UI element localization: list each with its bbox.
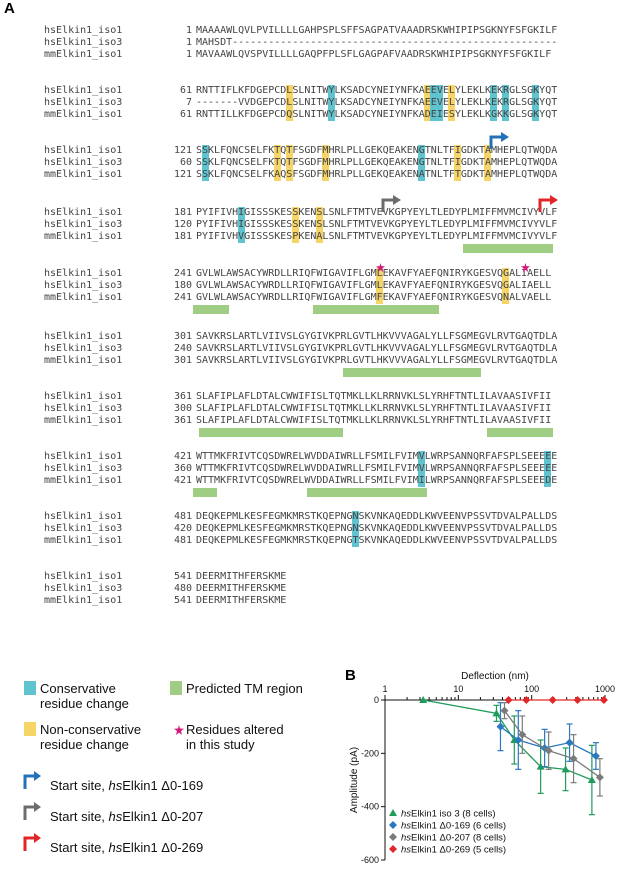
- alignment-row: [0, 292, 617, 304]
- legend-start1-label: [50, 778, 203, 793]
- data-point: [566, 739, 574, 747]
- sequence-name: mmElkin1_iso1: [44, 355, 123, 366]
- sequence-name: hsElkin1_iso1: [44, 571, 123, 582]
- legend-start3-prefix: Start site,: [50, 840, 109, 855]
- legend-start3-italic: hs: [108, 840, 123, 855]
- legend-conservative-swatch: [24, 681, 36, 695]
- legend-entry-italic: hs: [401, 844, 412, 856]
- sequence-text: SSKLFQNCSELFKTQTFSGDFMHRLPLLGEKQEAKENGTNLTFIGDKTAMHEPLQTWQDA: [196, 157, 558, 168]
- alignment-row: [0, 415, 617, 427]
- alignment-row: [0, 355, 617, 367]
- y-tick-label: -600: [360, 855, 379, 865]
- tm-region-bar: [463, 244, 553, 253]
- alignment-row: [0, 25, 617, 37]
- blue-start-arrow-icon: [22, 770, 42, 790]
- sequence-name: hsElkin1_iso1: [44, 207, 123, 218]
- tm-region-bar: [193, 305, 229, 314]
- legend-entry: [401, 833, 506, 844]
- legend-start2-label: [50, 809, 203, 824]
- alignment-row: [0, 109, 617, 121]
- star-icon: [376, 263, 385, 272]
- tm-region-bar: [199, 428, 343, 437]
- residue-number: 301: [173, 331, 192, 342]
- residue-number: 1: [185, 37, 192, 48]
- sequence-text: WTTMKFRIVTCQSDWRELWVDDAIWRLLFSMILFVIMVLWRPSANNQRFAFSPLSEEEEE: [196, 463, 558, 474]
- residue-number: 61: [179, 109, 192, 120]
- residue-number: 121: [173, 169, 192, 180]
- legend-noncons-line2: residue change: [40, 737, 129, 752]
- sequence-text: MAVAAWLQVSPVILLLLGAQPFPLSFLGAGPAFVAADRSKWHIPIPSGKNYFSFGKILF: [196, 49, 552, 60]
- sequence-name: hsElkin1_iso3: [44, 343, 123, 354]
- sequence-name: hsElkin1_iso3: [44, 157, 123, 168]
- sequence-name: hsElkin1_iso3: [44, 37, 123, 48]
- sequence-name: mmElkin1_iso1: [44, 109, 123, 120]
- residue-number: 181: [173, 231, 192, 242]
- residue-number: 1: [185, 49, 192, 60]
- sequence-text: DEQKEPMLKESFEGMKMRSTKQEPNGTSKVNKAQEDDLKWVEENVPSSVTDVALPALLDS: [196, 535, 558, 546]
- legend-residues-label: [186, 722, 284, 752]
- legend-entry: [401, 809, 496, 820]
- legend-residues-line1: Residues altered: [186, 722, 284, 737]
- legend-entry-rest: Elkin1 iso 3 (8 cells): [411, 808, 496, 820]
- sequence-text: GVLWLAWSACYWRDLLRIQFWIGAVIFLGMLEKAVFYAEFQNIRYKGESVQGALIAELL: [196, 268, 552, 279]
- alignment-row: [0, 231, 617, 243]
- sequence-name: hsElkin1_iso1: [44, 331, 123, 342]
- alignment-row: [0, 49, 617, 61]
- alignment-row: [0, 451, 617, 463]
- sequence-text: DEERMITHFERSKME: [196, 571, 287, 582]
- alignment-row: [0, 219, 617, 231]
- sequence-text: SAVKRSLARTLVIIVSLGYGIVKPRLGVTLHKVVVAGALYLLFSGMEGVLRVTGAQTDLA: [196, 343, 558, 354]
- sequence-name: mmElkin1_iso1: [44, 49, 123, 60]
- data-point: [600, 696, 608, 704]
- legend-entry: [401, 845, 506, 856]
- sequence-text: PYIFIVHVGISSSKESPKENALSNLFTMTVEVKGPYEYLTLEDYPLMIFFMVMCIVYVLF: [196, 231, 558, 242]
- sequence-text: MAHSDT------------------------------------------------------: [196, 37, 558, 48]
- legend-noncons-swatch: [24, 722, 36, 736]
- sequence-name: mmElkin1_iso1: [44, 595, 123, 606]
- legend-marker: [389, 821, 397, 829]
- sequence-name: hsElkin1_iso1: [44, 391, 123, 402]
- legend-start1-prefix: Start site,: [50, 778, 109, 793]
- sequence-name: hsElkin1_iso3: [44, 280, 123, 291]
- residue-number: 301: [173, 355, 192, 366]
- sequence-text: SAVKRSLARTLVIIVSLGYGIVKPRLGVTLHKVVVAGALYLLFSGMEGVLRVTGAQTDLA: [196, 331, 558, 342]
- sequence-text: SLAFIPLAFLDTALCWWIFISLTQTMKLLKLRRNVKLSLYRHFTNTLILAVAASIVFII: [196, 403, 552, 414]
- alignment-row: [0, 145, 617, 157]
- alignment-row: [0, 475, 617, 487]
- alignment-row: [0, 37, 617, 49]
- residue-number: 420: [173, 523, 192, 534]
- data-point: [574, 696, 582, 704]
- legend-entry-italic: hs: [401, 820, 412, 832]
- residue-number: 241: [173, 268, 192, 279]
- alignment-row: [0, 97, 617, 109]
- y-tick-label: -400: [360, 801, 379, 812]
- legend-entry-italic: hs: [401, 808, 412, 820]
- legend-start2-rest: Elkin1 Δ0-207: [122, 809, 204, 824]
- sequence-text: -------VVDGEPCDLSLNITWYLKSADCYNEIYNFKAEEVELYLEKLKEKRGLSGKYQT: [196, 97, 558, 108]
- residue-number: 541: [173, 571, 192, 582]
- sequence-text: MAAAAWLQVLPVILLLLGAHPSPLSFFSAGPATVAAADRSKWHIPIPSGKNYFSFGKILF: [196, 25, 558, 36]
- red-start-arrow-icon: [22, 832, 42, 852]
- legend-conservative-label: [40, 681, 129, 711]
- sequence-text: DEERMITHFERSKME: [196, 595, 287, 606]
- sequence-name: hsElkin1_iso1: [44, 85, 123, 96]
- legend-entry-rest: Elkin1 Δ0-269 (5 cells): [411, 844, 507, 856]
- legend-tm-swatch: [170, 681, 182, 695]
- star-icon: [174, 725, 184, 735]
- amplitude-chart: [335, 665, 617, 868]
- legend-tm-label: Predicted TM region: [186, 681, 303, 696]
- sequence-name: hsElkin1_iso3: [44, 523, 123, 534]
- sequence-text: RNTTIFLKFDGEPCDLSLNITWYLKSADCYNEIYNFKAEEVELYLEKLKEKRGLSGKYQT: [196, 85, 558, 96]
- sequence-text: PYIFIVHIGISSSKESSKENSLSNLFTMTVEVKGPYEYLTLEDYPLMIFFMVMCIVYVLF: [196, 207, 558, 218]
- sequence-text: RNTTILLKFDGEPCDQSLNITWYLKSADCYNEIYNFKADEIESYLEKLKGKKGLSGKYQT: [196, 109, 558, 120]
- sequence-name: hsElkin1_iso1: [44, 451, 123, 462]
- sequence-text: SLAFIPLAFLDTALCWWIFISLTQTMKLLKLRRNVKLSLYRHFTNTLILAVAASIVFII: [196, 415, 552, 426]
- sequence-text: GVLWLAWSACYWRDLLRIQFWIGAVIFLGMFEKAVFYAEFQNIRYKGESVQNALVAELL: [196, 292, 552, 303]
- sequence-text: DEQKEPMLKESFEGMKMRSTKQEPNGNSKVNKAQEDDLKWVEENVPSSVTDVALPALLDS: [196, 511, 558, 522]
- sequence-text: PYIFIVHIGISSSKESSKENSLSNLFTMTVEVKGPYEYLTLEDYPLMIFFMVMCIVYVLF: [196, 219, 558, 230]
- alignment-row: [0, 85, 617, 97]
- legend-entry-rest: Elkin1 Δ0-207 (8 cells): [411, 832, 507, 844]
- sequence-name: hsElkin1_iso3: [44, 219, 123, 230]
- sequence-name: hsElkin1_iso1: [44, 145, 123, 156]
- residue-number: 1: [185, 25, 192, 36]
- residue-number: 361: [173, 391, 192, 402]
- sequence-name: mmElkin1_iso1: [44, 231, 123, 242]
- panel-b-label: B: [345, 667, 356, 684]
- alignment-row: [0, 595, 617, 607]
- residue-number: 240: [173, 343, 192, 354]
- sequence-name: mmElkin1_iso1: [44, 535, 123, 546]
- data-point: [522, 696, 530, 704]
- x-axis-label: Deflection (nm): [461, 671, 529, 682]
- residue-number: 421: [173, 475, 192, 486]
- y-tick-label: 0: [373, 695, 379, 705]
- alignment-row: [0, 391, 617, 403]
- x-tick-label: 1: [382, 684, 388, 694]
- alignment-row: [0, 571, 617, 583]
- legend-start3-label: [50, 840, 203, 855]
- tm-region-bar: [307, 488, 427, 497]
- sequence-text: SAVKRSLARTLVIIVSLGYGIVKPRLGVTLHKVVVAGALYLLFSGMEGVLRVTGAQTDLA: [196, 355, 558, 366]
- sequence-name: hsElkin1_iso1: [44, 25, 123, 36]
- legend-conservative-line2: residue change: [40, 696, 129, 711]
- sequence-name: mmElkin1_iso1: [44, 169, 123, 180]
- red-start-arrow-icon: [537, 194, 559, 212]
- sequence-text: WTTMKFRIVTCQSDWRELWVDDAIWRLLFSMILFVIMILWRPSANNQRFAFSPLSEEEDE: [196, 475, 558, 486]
- alignment-row: [0, 331, 617, 343]
- panel-a-label: A: [4, 0, 15, 17]
- blue-start-arrow-icon: [488, 131, 510, 149]
- tm-region-bar: [487, 428, 553, 437]
- residue-number: 181: [173, 207, 192, 218]
- sequence-text: SSKLFQNCSELFKAQSFSGDFMHRLPLLGEKQEAKENATNLTFTGDKTAMHEPLQTWQDA: [196, 169, 558, 180]
- alignment-row: [0, 343, 617, 355]
- legend-marker: [389, 845, 397, 853]
- star-icon: [521, 263, 530, 272]
- sequence-name: hsElkin1_iso3: [44, 463, 123, 474]
- residue-number: 360: [173, 463, 192, 474]
- sequence-name: hsElkin1_iso1: [44, 511, 123, 522]
- alignment-row: [0, 463, 617, 475]
- residue-number: 241: [173, 292, 192, 303]
- residue-number: 361: [173, 415, 192, 426]
- legend-marker: [389, 833, 397, 841]
- residue-number: 480: [173, 583, 192, 594]
- y-axis-label: Amplitude (pA): [349, 746, 360, 814]
- x-tick-label: 1000: [594, 684, 616, 694]
- legend-marker: [389, 809, 397, 816]
- sequence-text: DEERMITHFERSKME: [196, 583, 287, 594]
- legend-start1-rest: Elkin1 Δ0-169: [122, 778, 204, 793]
- sequence-name: mmElkin1_iso1: [44, 475, 123, 486]
- legend-noncons-label: [40, 722, 141, 752]
- tm-region-bar: [193, 488, 217, 497]
- x-tick-label: 100: [524, 684, 540, 694]
- legend-start3-rest: Elkin1 Δ0-269: [122, 840, 204, 855]
- sequence-name: mmElkin1_iso1: [44, 292, 123, 303]
- alignment-row: [0, 169, 617, 181]
- chart-svg: [335, 665, 617, 868]
- x-tick-label: 10: [453, 684, 464, 694]
- data-point: [549, 696, 557, 704]
- residue-number: 481: [173, 535, 192, 546]
- gray-start-arrow-icon: [22, 801, 42, 821]
- sequence-text: SSKLFQNCSELFKTQTFSGDFMHRLPLLGEKQEAKENGTNLTFIGDKTAMHEPLQTWQDA: [196, 145, 558, 156]
- residue-number: 120: [173, 219, 192, 230]
- sequence-text: SLAFIPLAFLDTALCWWIFISLTQTMKLLKLRRNVKLSLYRHFTNTLILAVAASIVFII: [196, 391, 552, 402]
- sequence-name: hsElkin1_iso3: [44, 403, 123, 414]
- residue-number: 541: [173, 595, 192, 606]
- sequence-name: hsElkin1_iso1: [44, 268, 123, 279]
- alignment-row: [0, 207, 617, 219]
- alignment-row: [0, 403, 617, 415]
- sequence-name: mmElkin1_iso1: [44, 415, 123, 426]
- legend-entry-rest: Elkin1 Δ0-169 (6 cells): [411, 820, 507, 832]
- legend-conservative-line1: Conservative: [40, 681, 116, 696]
- sequence-text: DEQKEPMLKESFEGMKMRSTKQEPNGNSKVNKAQEDDLKWVEENVPSSVTDVALPALLDS: [196, 523, 558, 534]
- alignment-row: [0, 157, 617, 169]
- legend-entry: [401, 821, 506, 832]
- alignment-row: [0, 583, 617, 595]
- residue-number: 421: [173, 451, 192, 462]
- residue-number: 121: [173, 145, 192, 156]
- residue-number: 61: [179, 85, 192, 96]
- legend-entry-italic: hs: [401, 832, 412, 844]
- sequence-text: WTTMKFRIVTCQSDWRELWVDDAIWRLLFSMILFVIMVLWRPSANNQRFAFSPLSEEEEE: [196, 451, 558, 462]
- tm-region-bar: [343, 368, 481, 377]
- legend-start2-italic: hs: [108, 809, 123, 824]
- alignment-row: [0, 511, 617, 523]
- alignment-row: [0, 523, 617, 535]
- data-point: [596, 773, 604, 781]
- tm-region-bar: [313, 305, 439, 314]
- residue-number: 481: [173, 511, 192, 522]
- sequence-name: hsElkin1_iso3: [44, 583, 123, 594]
- legend-residues-line2: in this study: [186, 737, 255, 752]
- legend-noncons-line1: Non-conservative: [40, 722, 142, 737]
- residue-number: 60: [179, 157, 192, 168]
- legend-start1-italic: hs: [108, 778, 123, 793]
- alignment-row: [0, 280, 617, 292]
- legend-start2-prefix: Start site,: [50, 809, 109, 824]
- y-tick-label: -200: [360, 748, 379, 759]
- gray-start-arrow-icon: [380, 194, 402, 212]
- residue-number: 180: [173, 280, 192, 291]
- sequence-text: GVLWLAWSACYWRDLLRIQFWIGAVIFLGMLEKAVFYAEFQNIRYKGESVQGALIAELL: [196, 280, 552, 291]
- alignment-row: [0, 535, 617, 547]
- residue-number: 7: [185, 97, 192, 108]
- sequence-name: hsElkin1_iso3: [44, 97, 123, 108]
- residue-number: 300: [173, 403, 192, 414]
